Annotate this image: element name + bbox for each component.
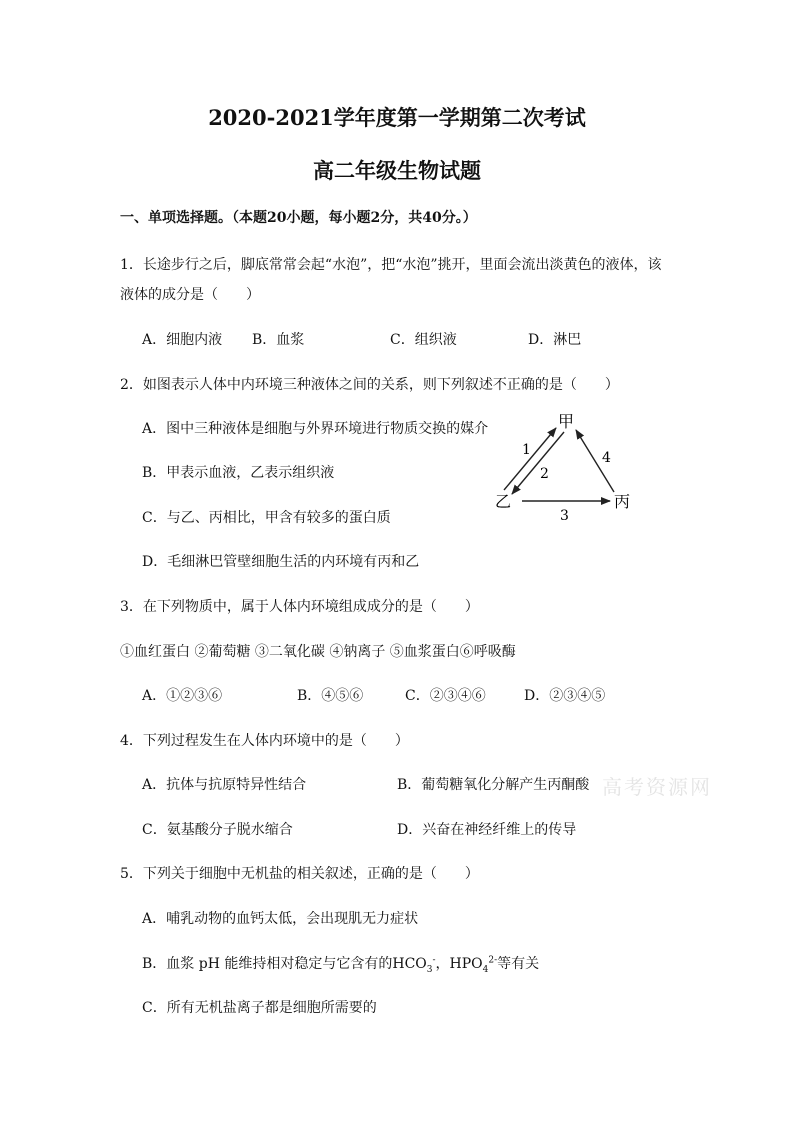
q4-option-d: D．兴奋在神经纤维上的传导 [397,822,577,838]
arrow-2 [512,432,564,494]
node-jia: 甲 [558,412,575,431]
q5-stem: 5．下列关于细胞中无机盐的相关叙述，正确的是（ ） [120,866,479,882]
hydrogen-phosphate-ion: $HPO_4^{2-}$ [449,955,498,975]
q5-option-b-suffix: 等有关 [497,956,540,972]
section-heading: 一、单项选择题。（本题20小题，每小题2分，共40分。） [120,210,477,226]
label-3: 3 [560,508,569,524]
q4-option-b: B．葡萄糖氧化分解产生丙酮酸 [397,777,590,793]
node-yi: 乙 [495,492,512,511]
q2-option-b: B．甲表示血液，乙表示组织液 [142,465,335,481]
q4-stem: 4．下列过程发生在人体内环境中的是（ ） [120,733,409,749]
q1-stem-line2: 液体的成分是（ ） [120,287,260,303]
q3-stem: 3．在下列物质中，属于人体内环境组成成分的是（ ） [120,599,479,615]
q2-option-c: C．与乙、丙相比，甲含有较多的蛋白质 [142,510,391,526]
exam-subtitle: 高二年级生物试题 [313,158,481,183]
q5-option-a: A．哺乳动物的血钙太低，会出现肌无力症状 [142,911,419,927]
q3-items: ①血红蛋白 ②葡萄糖 ③二氧化碳 ④钠离子 ⑤血浆蛋白⑥呼吸酶 [120,644,516,660]
q1-option-c: C．组织液 [390,332,457,348]
q2-option-d: D．毛细淋巴管壁细胞生活的内环境有丙和乙 [142,554,420,570]
exam-title: 2020-2021学年度第一学期第二次考试 [208,105,586,130]
label-4: 4 [602,450,611,466]
q5-option-b-prefix: B．血浆 pH 能维持相对稳定与它含有的 [142,956,393,972]
q1-option-b: B．血浆 [252,332,305,348]
q3-option-a: A．①②③⑥ [142,688,223,704]
q3-option-d: D．②③④⑤ [524,688,606,704]
q3-option-b: B．④⑤⑥ [297,688,364,704]
node-bing: 丙 [614,492,631,511]
q4-option-a: A．抗体与抗原特异性结合 [142,777,307,793]
fluid-relationship-diagram [492,410,642,525]
q5-option-b: B．血浆 pH 能维持相对稳定与它含有的$HCO_3^-$，$HPO_4^{2-}$等有关 [142,955,540,975]
q1-stem-line1: 1．长途步行之后，脚底常常会起“水泡”，把“水泡”挑开，里面会流出淡黄色的液体，该 [120,257,662,273]
label-2: 2 [540,466,549,482]
q2-stem: 2．如图表示人体中内环境三种液体之间的关系，则下列叙述不正确的是（ ） [120,377,619,393]
watermark: 高考资源网 [602,775,712,799]
q4-option-c: C．氨基酸分子脱水缩合 [142,822,293,838]
q1-option-d: D．淋巴 [528,332,582,348]
label-1: 1 [522,442,531,458]
q1-option-a: A．细胞内液 [142,332,223,348]
q5-option-c: C．所有无机盐离子都是细胞所需要的 [142,1000,377,1016]
q3-option-c: C．②③④⑥ [405,688,486,704]
q2-option-a: A．图中三种液体是细胞与外界环境进行物质交换的媒介 [142,421,489,437]
bicarbonate-ion: $HCO_3^-$ [392,955,436,975]
